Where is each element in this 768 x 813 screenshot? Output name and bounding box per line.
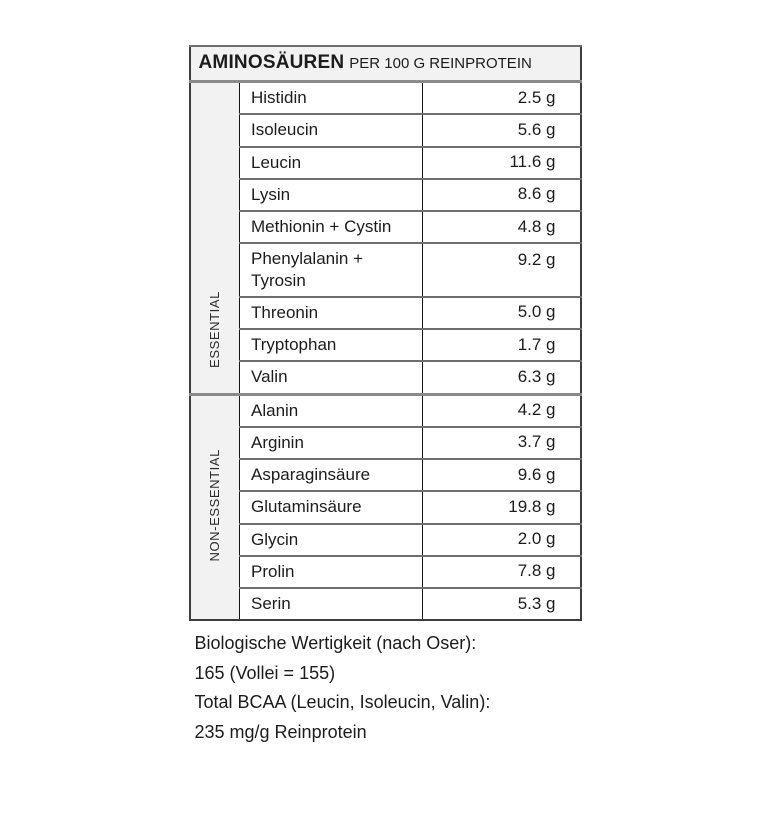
note-total-bcaa-label: Total BCAA (Leucin, Isoleucin, Valin): bbox=[194, 692, 491, 713]
table-row bbox=[190, 243, 581, 297]
table-row bbox=[190, 588, 581, 620]
table-row bbox=[190, 82, 581, 115]
table-row bbox=[190, 297, 581, 329]
amino-acid-value: 1.7 g bbox=[423, 329, 581, 361]
table-row bbox=[190, 114, 581, 146]
note-total-bcaa-value: 235 mg/g Reinprotein bbox=[194, 721, 367, 742]
table-row bbox=[190, 556, 581, 588]
section-label-essential bbox=[190, 82, 240, 395]
amino-acid-table bbox=[189, 45, 582, 621]
section-label-text: ESSENTIAL bbox=[207, 290, 223, 368]
table-title: AMINOSÄUREN bbox=[198, 52, 345, 73]
amino-acid-value: 3.7 g bbox=[423, 427, 581, 459]
amino-acid-name: Threonin bbox=[240, 297, 423, 329]
section-label-non-essential bbox=[190, 394, 240, 620]
table-header bbox=[190, 46, 581, 82]
amino-acid-value: 7.8 g bbox=[423, 556, 581, 588]
table-row bbox=[190, 491, 581, 523]
amino-acid-name: Glutaminsäure bbox=[240, 491, 423, 523]
amino-acid-value: 4.2 g bbox=[423, 394, 581, 427]
amino-acid-name: Alanin bbox=[240, 394, 423, 427]
amino-acid-name: Isoleucin bbox=[240, 114, 423, 146]
table-row bbox=[190, 147, 581, 179]
amino-acid-name: Asparaginsäure bbox=[240, 459, 423, 491]
amino-acid-value: 11.6 g bbox=[423, 147, 581, 179]
amino-acid-value: 19.8 g bbox=[423, 491, 581, 523]
table-row bbox=[190, 361, 581, 394]
amino-acid-value: 4.8 g bbox=[423, 211, 581, 243]
note-biological-value-label: Biologische Wertigkeit (nach Oser): bbox=[194, 633, 477, 654]
amino-acid-name: Glycin bbox=[240, 524, 423, 556]
amino-acid-name: Methionin + Cystin bbox=[240, 211, 423, 243]
table-row bbox=[190, 459, 581, 491]
note-biological-value: 165 (Vollei = 155) bbox=[194, 662, 336, 683]
table-header-row bbox=[190, 46, 581, 82]
table-subtitle: PER 100 G REINPROTEIN bbox=[349, 55, 532, 72]
amino-acid-value: 9.2 g bbox=[423, 243, 581, 297]
amino-acid-value: 8.6 g bbox=[423, 179, 581, 211]
amino-acid-value: 5.3 g bbox=[423, 588, 581, 620]
amino-acid-value: 6.3 g bbox=[423, 361, 581, 394]
amino-acid-name: Serin bbox=[240, 588, 423, 620]
section-label-text: NON-ESSENTIAL bbox=[207, 448, 223, 562]
amino-acid-name: Phenylalanin + Tyrosin bbox=[240, 243, 423, 297]
table-row bbox=[190, 329, 581, 361]
amino-acid-name: Lysin bbox=[240, 179, 423, 211]
amino-acid-value: 9.6 g bbox=[423, 459, 581, 491]
amino-acid-value: 5.6 g bbox=[423, 114, 581, 146]
table-row bbox=[190, 427, 581, 459]
table-row bbox=[190, 524, 581, 556]
footnotes bbox=[189, 629, 580, 747]
amino-acid-name: Prolin bbox=[240, 556, 423, 588]
amino-acid-name: Tryptophan bbox=[240, 329, 423, 361]
amino-acid-name: Valin bbox=[240, 361, 423, 394]
amino-acid-value: 5.0 g bbox=[423, 297, 581, 329]
amino-acid-name: Histidin bbox=[240, 82, 423, 115]
amino-acid-value: 2.5 g bbox=[423, 82, 581, 115]
amino-acid-name: Leucin bbox=[240, 147, 423, 179]
amino-acid-value: 2.0 g bbox=[423, 524, 581, 556]
amino-acid-panel bbox=[189, 45, 580, 747]
amino-acid-name: Arginin bbox=[240, 427, 423, 459]
table-row bbox=[190, 211, 581, 243]
table-row bbox=[190, 394, 581, 427]
table-row bbox=[190, 179, 581, 211]
